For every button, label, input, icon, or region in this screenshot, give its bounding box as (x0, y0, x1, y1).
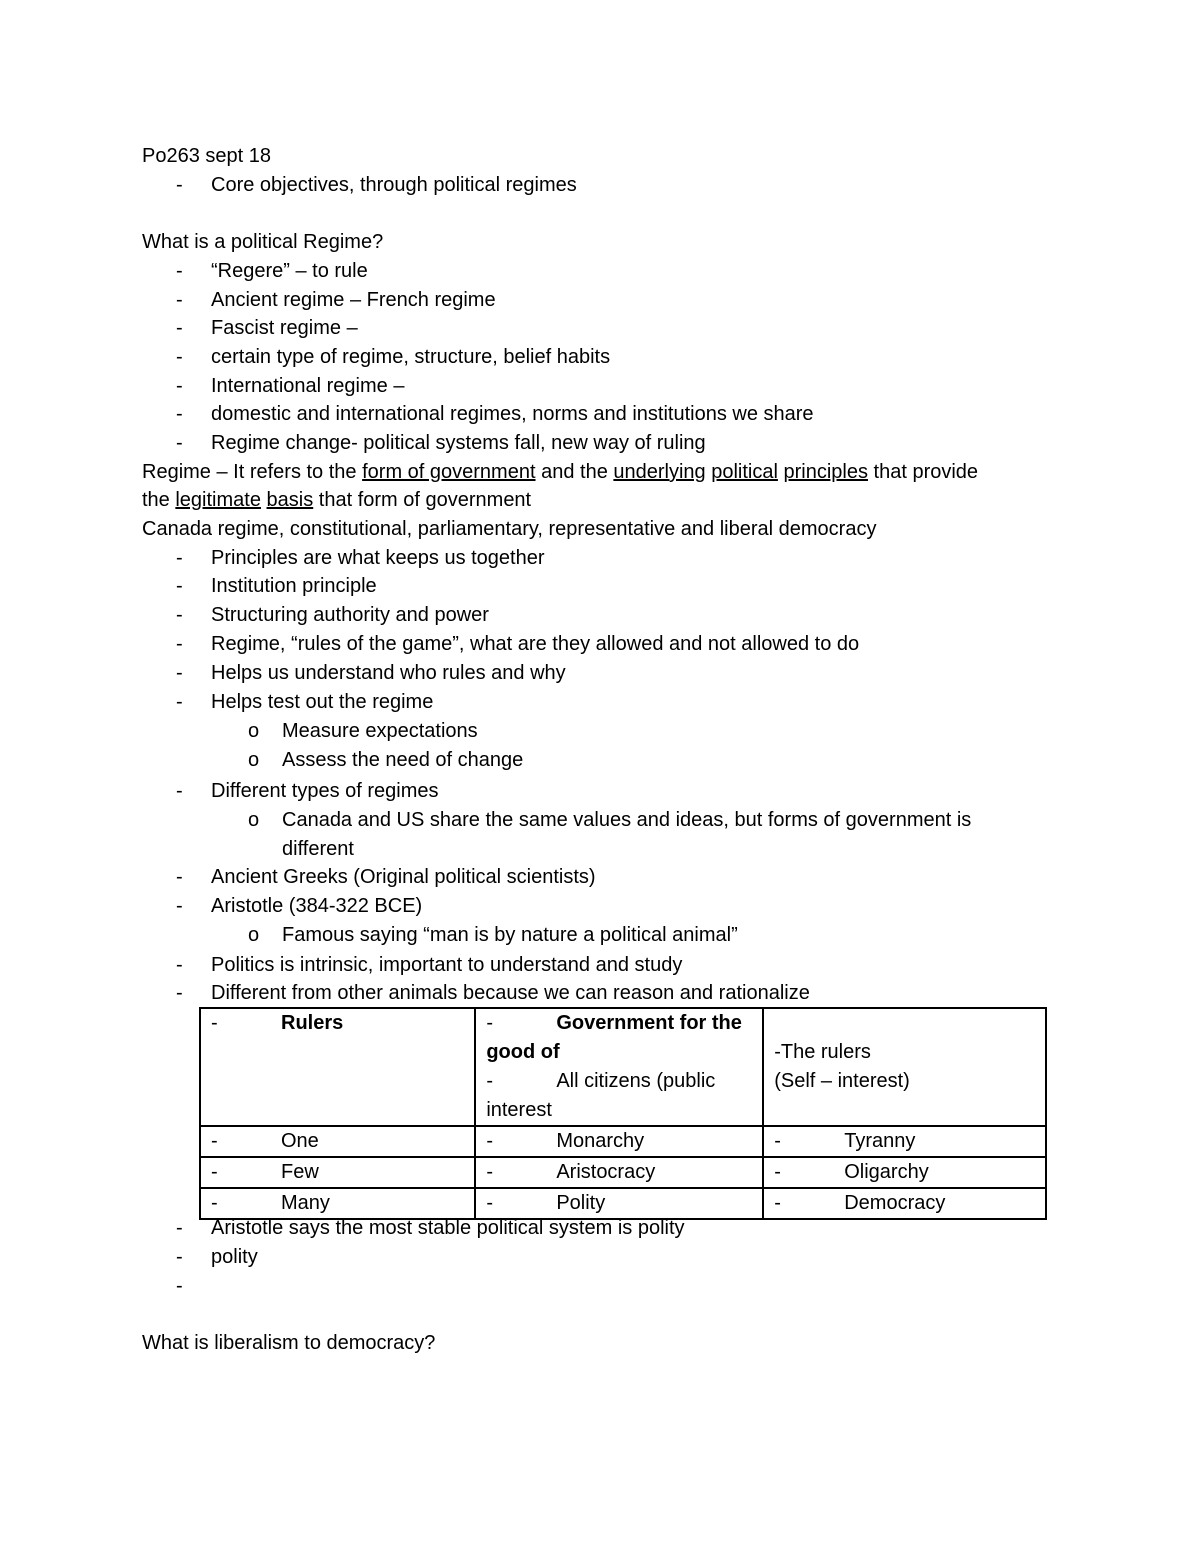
sub-bullet: Measure expectations (282, 720, 478, 742)
bullet-dash: - (176, 403, 183, 425)
bullet-dash: - (176, 547, 183, 569)
table-cell: - Tyranny (763, 1126, 1046, 1157)
bullet-dash: - (176, 662, 183, 684)
regime-bullet: International regime – (211, 375, 405, 397)
sub-bullet-marker: o (248, 924, 260, 946)
main-bullet: Regime, “rules of the game”, what are they allowed and not allowed to do (211, 633, 860, 655)
after-bullet: Aristotle says the most stable political system is polity (211, 1217, 685, 1239)
underlined-term: form of government (362, 461, 536, 483)
table-cell: - One (200, 1126, 475, 1157)
table-cell: - Oligarchy (763, 1157, 1046, 1188)
underlined-term: principles (783, 461, 868, 483)
regime-bullet: “Regere” – to rule (211, 260, 368, 282)
main-bullet: Different from other animals because we can reason and rationalize (211, 982, 810, 1004)
main-bullet: Different types of regimes (211, 780, 439, 802)
bullet-dash: - (176, 260, 183, 282)
underlined-term: political (711, 461, 778, 483)
sub-bullet-marker: o (248, 809, 260, 831)
bullet-dash: - (176, 174, 183, 196)
sub-bullet-marker: o (248, 749, 260, 771)
bullet-dash: - (176, 346, 183, 368)
table-row (200, 1157, 1046, 1188)
table-cell: - Monarchy (475, 1126, 763, 1157)
regime-bullet: certain type of regime, structure, belief habits (211, 346, 611, 368)
bullet-dash: - (176, 432, 183, 454)
underlined-term: basis (266, 489, 314, 511)
doc-title: Po263 sept 18 (142, 145, 271, 167)
after-bullet: polity (211, 1246, 258, 1268)
underlined-term: underlying (613, 461, 706, 483)
sub-bullet: Canada and US share the same values and ideas, but forms of government is (282, 809, 972, 831)
table-cell: - Many (200, 1188, 475, 1219)
sub-bullet-continuation: different (282, 838, 354, 860)
header-cell-self: -The rulers (Self – interest) (763, 1008, 1046, 1126)
table-cell: - Aristocracy (475, 1157, 763, 1188)
bullet-dash: - (176, 954, 183, 976)
bullet-dash: - (176, 575, 183, 597)
main-bullet: Helps test out the regime (211, 691, 434, 713)
main-bullet: Principles are what keeps us together (211, 547, 545, 569)
table-cell: - Democracy (763, 1188, 1046, 1219)
table-cell: - Few (200, 1157, 475, 1188)
table-cell: - Polity (475, 1188, 763, 1219)
question-heading: What is a political Regime? (142, 231, 384, 253)
bullet-dash: - (176, 604, 183, 626)
main-bullet: Helps us understand who rules and why (211, 662, 566, 684)
bullet-dash: - (176, 289, 183, 311)
regime-bullet: Fascist regime – (211, 317, 358, 339)
definition-line-2: the legitimate basis that form of government (142, 489, 532, 511)
canada-line: Canada regime, constitutional, parliamentary, representative and liberal democracy (142, 518, 877, 540)
bullet-dash: - (176, 317, 183, 339)
regime-bullet: domestic and international regimes, norms and institutions we share (211, 403, 814, 425)
main-bullet: Politics is intrinsic, important to understand and study (211, 954, 683, 976)
regime-bullet: Ancient regime – French regime (211, 289, 496, 311)
sub-bullet: Assess the need of change (282, 749, 524, 771)
regime-types-table (199, 1007, 1047, 1220)
main-bullet: Ancient Greeks (Original political scientists) (211, 866, 596, 888)
main-bullet: Aristotle (384-322 BCE) (211, 895, 423, 917)
bullet-dash: - (176, 1246, 183, 1268)
table-row (200, 1126, 1046, 1157)
question-heading-2: What is liberalism to democracy? (142, 1332, 436, 1354)
intro-bullet: Core objectives, through political regimes (211, 174, 577, 196)
definition-line-1: Regime – It refers to the form of government and the underlying political principles that provide (142, 461, 979, 483)
bullet-dash: - (176, 982, 183, 1004)
header-cell-good: - Government for the good of - All citizens (public interest (475, 1008, 763, 1126)
bullet-dash: - (176, 780, 183, 802)
regime-bullet: Regime change- political systems fall, new way of ruling (211, 432, 706, 454)
table-header-row (200, 1008, 1046, 1126)
bullet-dash: - (176, 375, 183, 397)
bullet-dash: - (176, 1217, 183, 1239)
sub-bullet-marker: o (248, 720, 260, 742)
bullet-dash: - (176, 633, 183, 655)
bullet-dash: - (176, 691, 183, 713)
bullet-dash: - (176, 866, 183, 888)
main-bullet: Institution principle (211, 575, 377, 597)
bullet-dash: - (176, 895, 183, 917)
bullet-dash: - (176, 1275, 183, 1297)
underlined-term: legitimate (175, 489, 261, 511)
header-cell-rulers: - Rulers (200, 1008, 475, 1126)
main-bullet: Structuring authority and power (211, 604, 489, 626)
sub-bullet: Famous saying “man is by nature a political animal” (282, 924, 738, 946)
